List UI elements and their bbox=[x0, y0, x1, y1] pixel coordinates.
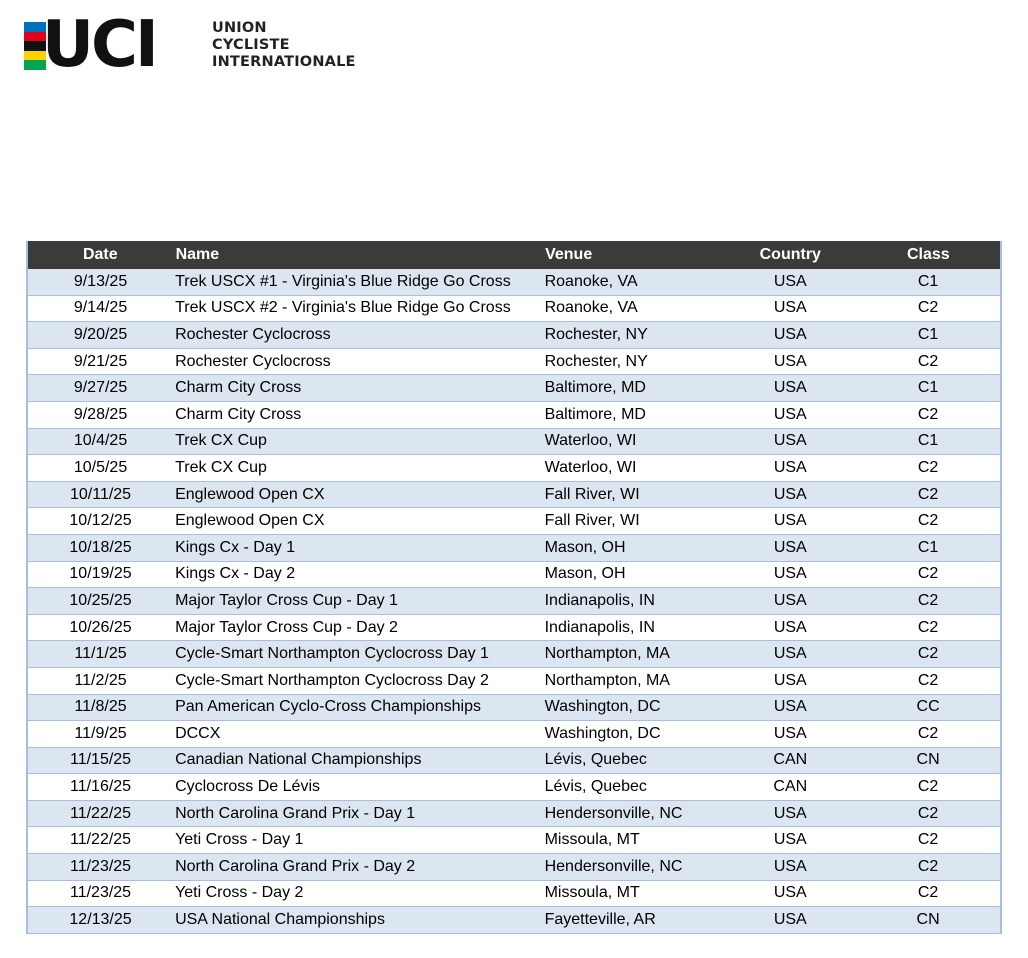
cell-country: USA bbox=[724, 561, 856, 588]
cell-country: USA bbox=[724, 614, 856, 641]
cell-date: 9/20/25 bbox=[27, 322, 173, 349]
cell-venue: Northampton, MA bbox=[545, 667, 725, 694]
cell-class: C2 bbox=[856, 588, 1001, 615]
cell-date: 11/1/25 bbox=[27, 641, 173, 668]
cell-name: Cyclocross De Lévis bbox=[173, 774, 545, 801]
cell-name: Trek CX Cup bbox=[173, 455, 545, 482]
cell-class: C2 bbox=[856, 641, 1001, 668]
cell-date: 10/25/25 bbox=[27, 588, 173, 615]
cell-name: Cycle-Smart Northampton Cyclocross Day 1 bbox=[173, 641, 545, 668]
cell-class: C2 bbox=[856, 800, 1001, 827]
table-body bbox=[27, 269, 1001, 934]
header-name: Name bbox=[173, 242, 545, 269]
cell-date: 12/13/25 bbox=[27, 907, 173, 934]
cell-venue: Washington, DC bbox=[545, 694, 725, 721]
cell-class: C1 bbox=[856, 428, 1001, 455]
cell-venue: Missoula, MT bbox=[545, 827, 725, 854]
table-row bbox=[27, 428, 1001, 455]
table-row bbox=[27, 880, 1001, 907]
cell-class: C2 bbox=[856, 854, 1001, 881]
cell-name: Cycle-Smart Northampton Cyclocross Day 2 bbox=[173, 667, 545, 694]
cell-country: USA bbox=[724, 880, 856, 907]
cell-name: Kings Cx - Day 1 bbox=[173, 534, 545, 561]
cell-country: USA bbox=[724, 854, 856, 881]
cell-country: USA bbox=[724, 721, 856, 748]
cell-venue: Baltimore, MD bbox=[545, 401, 725, 428]
cell-class: CN bbox=[856, 747, 1001, 774]
cell-date: 11/23/25 bbox=[27, 880, 173, 907]
cell-class: C2 bbox=[856, 614, 1001, 641]
table-row bbox=[27, 827, 1001, 854]
cell-date: 10/4/25 bbox=[27, 428, 173, 455]
table-row bbox=[27, 641, 1001, 668]
table-row bbox=[27, 481, 1001, 508]
cell-date: 9/21/25 bbox=[27, 348, 173, 375]
cell-venue: Baltimore, MD bbox=[545, 375, 725, 402]
cell-country: USA bbox=[724, 694, 856, 721]
uci-logo bbox=[24, 8, 384, 82]
cell-class: C2 bbox=[856, 561, 1001, 588]
cell-venue: Mason, OH bbox=[545, 561, 725, 588]
cell-country: USA bbox=[724, 295, 856, 322]
cell-name: Englewood Open CX bbox=[173, 481, 545, 508]
table-row bbox=[27, 747, 1001, 774]
cell-name: North Carolina Grand Prix - Day 2 bbox=[173, 854, 545, 881]
cell-country: USA bbox=[724, 375, 856, 402]
cell-venue: Lévis, Quebec bbox=[545, 774, 725, 801]
cell-class: C1 bbox=[856, 375, 1001, 402]
cell-class: CC bbox=[856, 694, 1001, 721]
table-row bbox=[27, 667, 1001, 694]
cell-date: 10/11/25 bbox=[27, 481, 173, 508]
cell-name: Yeti Cross - Day 2 bbox=[173, 880, 545, 907]
cell-class: C2 bbox=[856, 880, 1001, 907]
cell-date: 10/18/25 bbox=[27, 534, 173, 561]
cell-class: C2 bbox=[856, 667, 1001, 694]
logo-line-1: UNION bbox=[212, 20, 267, 36]
table-row bbox=[27, 800, 1001, 827]
cell-venue: Indianapolis, IN bbox=[545, 614, 725, 641]
cell-class: C2 bbox=[856, 721, 1001, 748]
cell-date: 11/16/25 bbox=[27, 774, 173, 801]
cell-date: 10/12/25 bbox=[27, 508, 173, 535]
cell-class: C2 bbox=[856, 348, 1001, 375]
cell-name: North Carolina Grand Prix - Day 1 bbox=[173, 800, 545, 827]
cell-venue: Lévis, Quebec bbox=[545, 747, 725, 774]
cell-venue: Missoula, MT bbox=[545, 880, 725, 907]
cell-class: C2 bbox=[856, 508, 1001, 535]
table-row bbox=[27, 614, 1001, 641]
cell-country: USA bbox=[724, 269, 856, 296]
cell-class: C2 bbox=[856, 827, 1001, 854]
table-row bbox=[27, 907, 1001, 934]
logo-line-2: CYCLISTE bbox=[212, 37, 290, 53]
cell-date: 11/9/25 bbox=[27, 721, 173, 748]
cell-venue: Northampton, MA bbox=[545, 641, 725, 668]
cell-country: USA bbox=[724, 641, 856, 668]
cell-name: Kings Cx - Day 2 bbox=[173, 561, 545, 588]
cell-country: USA bbox=[724, 827, 856, 854]
logo-line-3: INTERNATIONALE bbox=[212, 54, 356, 70]
table-row bbox=[27, 269, 1001, 296]
cell-country: USA bbox=[724, 481, 856, 508]
cell-name: Canadian National Championships bbox=[173, 747, 545, 774]
table-header-row bbox=[27, 242, 1001, 269]
cell-date: 11/8/25 bbox=[27, 694, 173, 721]
table-row bbox=[27, 375, 1001, 402]
cell-country: USA bbox=[724, 588, 856, 615]
cell-date: 9/13/25 bbox=[27, 269, 173, 296]
table-row bbox=[27, 694, 1001, 721]
cell-country: USA bbox=[724, 508, 856, 535]
table-row bbox=[27, 295, 1001, 322]
cell-country: USA bbox=[724, 401, 856, 428]
cell-name: Yeti Cross - Day 1 bbox=[173, 827, 545, 854]
table-row bbox=[27, 508, 1001, 535]
header-country: Country bbox=[724, 242, 856, 269]
cell-name: Pan American Cyclo-Cross Championships bbox=[173, 694, 545, 721]
cell-venue: Hendersonville, NC bbox=[545, 800, 725, 827]
cell-class: C2 bbox=[856, 455, 1001, 482]
cell-venue: Waterloo, WI bbox=[545, 428, 725, 455]
cell-country: USA bbox=[724, 800, 856, 827]
cell-venue: Roanoke, VA bbox=[545, 295, 725, 322]
table-row bbox=[27, 348, 1001, 375]
cell-date: 9/28/25 bbox=[27, 401, 173, 428]
cell-date: 11/22/25 bbox=[27, 800, 173, 827]
logo-wordmark bbox=[212, 20, 356, 71]
cell-name: USA National Championships bbox=[173, 907, 545, 934]
cell-class: CN bbox=[856, 907, 1001, 934]
cell-venue: Rochester, NY bbox=[545, 322, 725, 349]
cell-venue: Hendersonville, NC bbox=[545, 854, 725, 881]
cell-date: 10/5/25 bbox=[27, 455, 173, 482]
cell-venue: Roanoke, VA bbox=[545, 269, 725, 296]
cell-country: USA bbox=[724, 348, 856, 375]
table-row bbox=[27, 774, 1001, 801]
cell-class: C2 bbox=[856, 481, 1001, 508]
cell-name: Englewood Open CX bbox=[173, 508, 545, 535]
table-row bbox=[27, 534, 1001, 561]
cell-date: 9/14/25 bbox=[27, 295, 173, 322]
cell-class: C1 bbox=[856, 322, 1001, 349]
logo-acronym: UCI bbox=[42, 8, 156, 82]
cell-name: Major Taylor Cross Cup - Day 1 bbox=[173, 588, 545, 615]
cell-country: USA bbox=[724, 667, 856, 694]
cell-class: C2 bbox=[856, 295, 1001, 322]
cell-country: CAN bbox=[724, 747, 856, 774]
cell-class: C2 bbox=[856, 774, 1001, 801]
cell-date: 9/27/25 bbox=[27, 375, 173, 402]
cell-name: Rochester Cyclocross bbox=[173, 322, 545, 349]
cell-name: Rochester Cyclocross bbox=[173, 348, 545, 375]
cell-country: USA bbox=[724, 455, 856, 482]
header-date: Date bbox=[27, 242, 173, 269]
cell-country: USA bbox=[724, 428, 856, 455]
cell-name: Charm City Cross bbox=[173, 401, 545, 428]
cell-country: USA bbox=[724, 322, 856, 349]
cell-name: Trek CX Cup bbox=[173, 428, 545, 455]
cell-name: Trek USCX #2 - Virginia's Blue Ridge Go Cross bbox=[173, 295, 545, 322]
cell-date: 11/15/25 bbox=[27, 747, 173, 774]
cell-class: C2 bbox=[856, 401, 1001, 428]
cell-venue: Rochester, NY bbox=[545, 348, 725, 375]
race-calendar-table bbox=[26, 241, 1002, 934]
cell-date: 11/23/25 bbox=[27, 854, 173, 881]
cell-venue: Washington, DC bbox=[545, 721, 725, 748]
table-row bbox=[27, 854, 1001, 881]
cell-venue: Waterloo, WI bbox=[545, 455, 725, 482]
table-row bbox=[27, 455, 1001, 482]
cell-name: Major Taylor Cross Cup - Day 2 bbox=[173, 614, 545, 641]
table-row bbox=[27, 561, 1001, 588]
cell-class: C1 bbox=[856, 534, 1001, 561]
cell-country: USA bbox=[724, 907, 856, 934]
cell-venue: Indianapolis, IN bbox=[545, 588, 725, 615]
table-row bbox=[27, 322, 1001, 349]
cell-class: C1 bbox=[856, 269, 1001, 296]
table-row bbox=[27, 721, 1001, 748]
cell-date: 11/22/25 bbox=[27, 827, 173, 854]
cell-venue: Fall River, WI bbox=[545, 508, 725, 535]
cell-name: DCCX bbox=[173, 721, 545, 748]
cell-country: USA bbox=[724, 534, 856, 561]
cell-date: 10/26/25 bbox=[27, 614, 173, 641]
cell-country: CAN bbox=[724, 774, 856, 801]
table-row bbox=[27, 401, 1001, 428]
cell-name: Charm City Cross bbox=[173, 375, 545, 402]
header-venue: Venue bbox=[545, 242, 725, 269]
cell-venue: Fayetteville, AR bbox=[545, 907, 725, 934]
cell-venue: Mason, OH bbox=[545, 534, 725, 561]
cell-venue: Fall River, WI bbox=[545, 481, 725, 508]
cell-name: Trek USCX #1 - Virginia's Blue Ridge Go Cross bbox=[173, 269, 545, 296]
cell-date: 11/2/25 bbox=[27, 667, 173, 694]
table-row bbox=[27, 588, 1001, 615]
cell-date: 10/19/25 bbox=[27, 561, 173, 588]
header-class: Class bbox=[856, 242, 1001, 269]
